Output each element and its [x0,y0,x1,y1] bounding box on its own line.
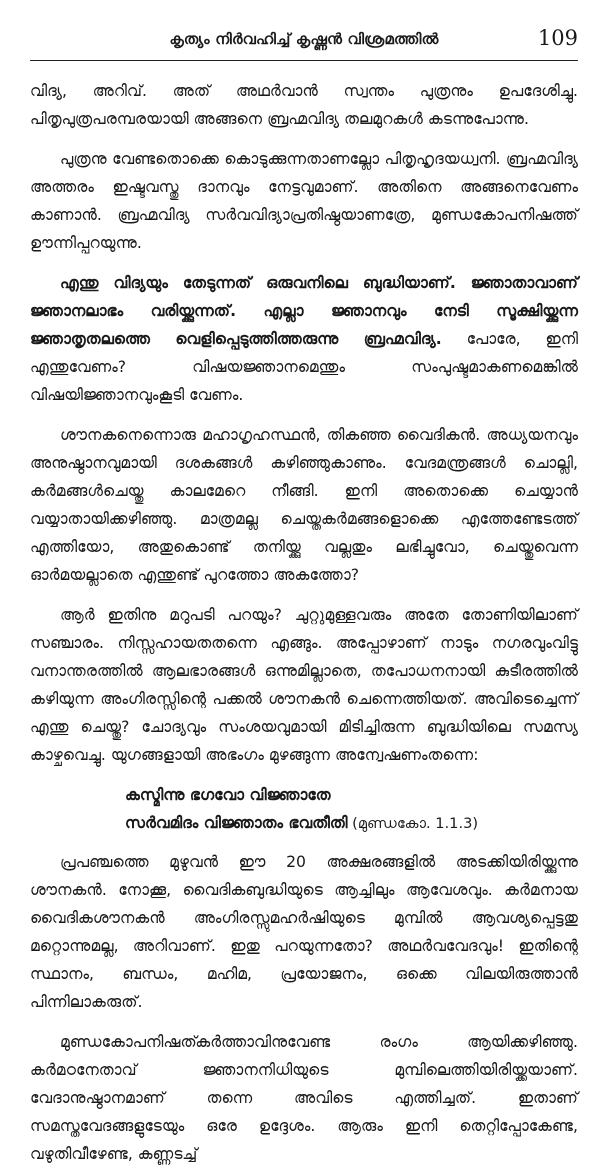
verse-line-2-text: സർവമിദം വിജ്ഞാതം ഭവതീതി [125,814,348,832]
paragraph-3 [30,269,578,409]
paragraph-4: ശൗനകനെന്നൊരു മഹാഗൃഹസ്ഥൻ, തികഞ്ഞ വൈദികൻ. അധ്യയനവും അനുഷ്ഠാനവുമായി ദശകങ്ങൾ കഴിഞ്ഞുകാണും. വേദമന്ത്രങ്ങൾ ചൊല്ലി, കർമങ്ങൾചെയ്തു കാലമേറെ നീങ്ങി. ഇനി അതൊക്കെ ചെയ്യാൻ വയ്യാതായിക്കഴിഞ്ഞു. മാത്രമല്ല ചെയ്തകർമങ്ങളൊക്കെ എത്തേണ്ടേടത്ത് എത്തിയോ, അതുകൊണ്ട് തനിയ്ക്കു വല്ലതും ലഭിച്ചുവോ, ചെയ്തുവെന്ന ഓർമയല്ലാതെ എന്തുണ്ട് പുറത്തോ അകത്തോ? [30,426,578,584]
verse-reference: (മുണ്ഡകോ. 1.1.3) [347,815,479,832]
page-body [30,77,578,1168]
page-number: 109 [537,26,578,50]
verse-line-2 [125,809,578,838]
paragraph-5: ആർ ഇതിനു മറുപടി പറയും? ചുറ്റുമുള്ളവരും അതേ തോണിയിലാണ് സഞ്ചാരം. നിസ്സഹായതതന്നെ എങ്ങും. അപ്പോഴാണ് നാടും നഗരവുംവിട്ടു വനാന്തരത്തിൽ ആലഭാരങ്ങൾ ഒന്നുമില്ലാതെ, തപോധനനായി കുടീരത്തിൽ കഴിയുന്ന അംഗിരസ്സിന്റെ പക്കൽ ശൗനകൻ ചെന്നെത്തിയത്. അവിടെച്ചെന്ന് എന്തു ചെയ്തു? ചോദ്യവും സംശയവുമായി മിടിച്ചിരുന്ന ബുദ്ധിയിലെ സമസ്യ കാഴ്ചവെച്ചു. യുഗങ്ങളായി അഭംഗം മുഴങ്ങുന്ന അന്വേഷണംതന്നെ: [30,606,578,764]
verse-line-1 [125,781,578,809]
paragraph-7: മുണ്ഡകോപനിഷത്കർത്താവിനുവേണ്ട രംഗം ആയിക്കഴിഞ്ഞു. കർമഠനേതാവ് ജ്ഞാനനിധിയുടെ മുമ്പിലെത്തിയിരിയ്ക്കയാണ്. വേദാനുഷ്ഠാനമാണ് തന്നെ അവിടെ എത്തിച്ചത്. ഇതാണ് സമസ്തവേദങ്ങളുടേയും ഒരേ ഉദ്ദേശം. ആരും ഇനി തെറ്റിപ്പോകേണ്ട, വഴുതിവീഴേണ്ട, കണ്ണടച്ച് [30,1033,578,1163]
page-header [30,0,578,61]
paragraph-6: പ്രപഞ്ചത്തെ മുഴുവൻ ഈ 20 അക്ഷരങ്ങളിൽ അടക്കിയിരിയ്ക്കുന്നു ശൗനകൻ. നോക്കൂ, വൈദികബുദ്ധിയുടെ ആച്ചിലും ആവേശവും. കർമനായ വൈദികശൗനകൻ അംഗിരസ്സുമഹർഷിയുടെ മുമ്പിൽ ആവശ്യപ്പെട്ടതു മറ്റൊന്നുമല്ല, അറിവാണ്. ഇതു പറയുന്നതോ? അഥർവവേദവും! ഇതിന്റെ സ്ഥാനം, ബന്ധം, മഹിമ, പ്രയോജനം, ഒക്കെ വിലയിരുത്താൻ പിന്നിലാകരുത്. [30,853,578,1011]
verse-line-1-text: കസ്മിന്നു ഭഗവോ വിജ്ഞാതേ [125,786,331,804]
paragraph-1: വിദ്യ, അറിവ്. അത് അഥർവാൻ സ്വന്തം പുത്രനും ഉപദേശിച്ചു. പിതൃപുത്രപരമ്പരയായി അങ്ങനെ ബ്രഹ്മവിദ്യ തലമുറകൾ കടന്നുപോന്നു. [30,82,578,128]
paragraph-3-bold-text: എന്തു വിദ്യയും തേടുന്നത് ഒരുവനിലെ ബുദ്ധിയാണ്. ജ്ഞാതാവാണ് ജ്ഞാനലാഭം വരിയ്ക്കുന്നത്. എല്ലാ ജ്ഞാനവും നേടി സൂക്ഷിയ്ക്കുന്ന ജ്ഞാതൃതലത്തെ വെളിപ്പെടുത്തിത്തരുന്നു ബ്രഹ്മവിദ്യ. [30,274,578,348]
paragraph-3-text: പോരേ, ഇനി എന്തുവേണം? വിഷയജ്ഞാനമെന്തും സംപുഷ്ടമാകണമെങ്കിൽ വിഷയിജ്ഞാനവുംകൂടി വേണം. [30,330,578,404]
verse-quote [30,781,578,838]
running-title: കൃത്യം നിർവഹിച്ച് കൃഷ്ണൻ വിശ്രമത്തിൽ [169,30,439,48]
paragraph-2: പുത്രനു വേണ്ടതൊക്കെ കൊടുക്കുന്നതാണല്ലോ പിതൃഹൃദയധ്വനി. ബ്രഹ്മവിദ്യ അത്തരം ഇഷ്ടവസ്തു ദാനവും നേട്ടവുമാണ്. അതിനെ അങ്ങനെവേണം കാണാൻ. ബ്രഹ്മവിദ്യ സർവവിദ്യാപ്രതിഷ്ഠയാണത്രേ, മുണ്ഡകോപനിഷത്ത് ഊന്നിപ്പറയുന്നു. [30,150,578,252]
